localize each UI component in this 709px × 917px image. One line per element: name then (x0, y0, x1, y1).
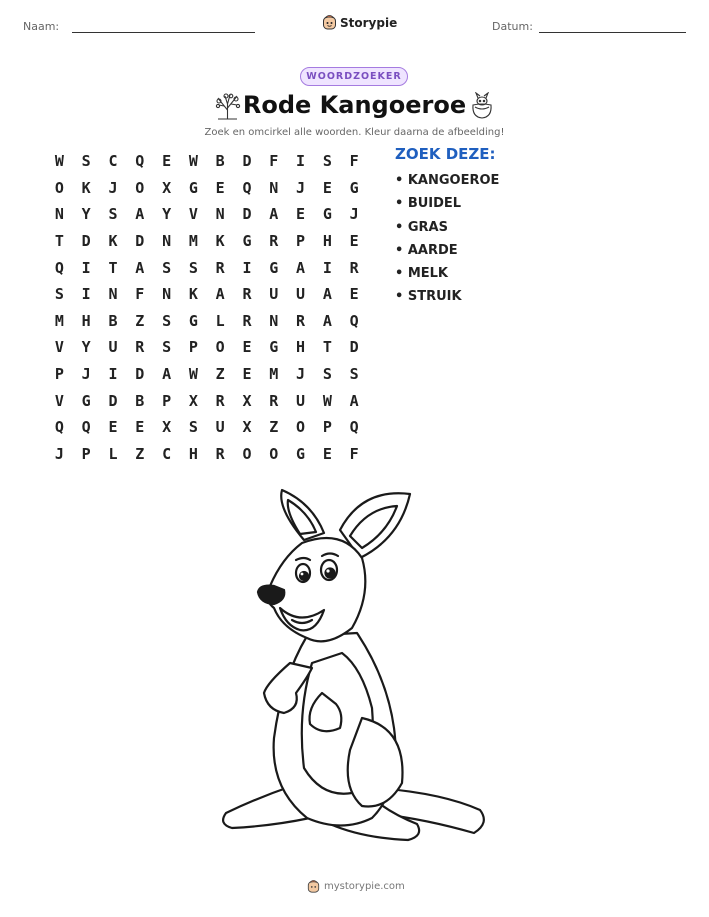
grid-letter[interactable]: I (296, 152, 306, 171)
grid-letter[interactable]: U (269, 285, 279, 304)
word-list-item: • MELK (395, 266, 449, 282)
grid-letter[interactable]: A (162, 365, 172, 384)
kangaroo-coloring-illustration[interactable] (212, 488, 492, 858)
grid-letter[interactable]: N (54, 205, 64, 224)
grid-letter[interactable]: A (322, 285, 332, 304)
grid-letter[interactable]: G (269, 258, 279, 277)
grid-letter[interactable]: P (322, 418, 332, 437)
grid-letter[interactable]: E (215, 178, 225, 197)
grid-letter[interactable]: E (242, 365, 252, 384)
grid-row (46, 414, 368, 441)
grid-row (46, 308, 368, 335)
grid-letter[interactable]: R (269, 391, 279, 410)
grid-letter[interactable]: Y (81, 338, 91, 357)
grid-letter[interactable]: Z (135, 444, 145, 463)
grid-row (46, 254, 368, 281)
grid-letter[interactable]: S (162, 311, 172, 330)
brand-name: Storypie (340, 15, 398, 30)
grid-letter[interactable]: E (162, 152, 172, 171)
grid-letter[interactable]: S (188, 418, 198, 437)
grid-letter[interactable]: A (322, 311, 332, 330)
grid-letter[interactable]: Q (54, 258, 64, 277)
grid-letter[interactable]: J (296, 178, 306, 197)
grid-letter[interactable]: D (349, 338, 359, 357)
grid-letter[interactable]: R (242, 311, 252, 330)
grid-letter[interactable]: A (349, 391, 359, 410)
kangaroo-in-pouch-icon (469, 92, 495, 120)
grid-letter[interactable]: E (349, 285, 359, 304)
grid-letter[interactable]: H (188, 444, 198, 463)
grid-letter[interactable]: A (269, 205, 279, 224)
grid-letter[interactable]: G (81, 391, 91, 410)
grid-letter[interactable]: D (135, 365, 145, 384)
grid-letter[interactable]: P (162, 391, 172, 410)
grid-letter[interactable]: U (215, 418, 225, 437)
grid-letter[interactable]: S (188, 258, 198, 277)
grid-letter[interactable]: P (188, 338, 198, 357)
grid-letter[interactable]: P (81, 444, 91, 463)
grid-letter[interactable]: I (81, 285, 91, 304)
grid-letter[interactable]: L (108, 444, 118, 463)
grid-letter[interactable]: G (269, 338, 279, 357)
grid-row (46, 201, 368, 228)
grid-letter[interactable]: H (81, 311, 91, 330)
grid-letter[interactable]: Q (54, 418, 64, 437)
storypie-logo-icon (322, 14, 337, 31)
grid-letter[interactable]: J (296, 365, 306, 384)
date-label: Datum: (492, 20, 533, 33)
grid-letter[interactable]: R (349, 258, 359, 277)
instructions: Zoek en omcirkel alle woorden. Kleur daarna de afbeelding! (204, 127, 505, 138)
grid-letter[interactable]: O (215, 338, 225, 357)
grid-row (46, 441, 368, 468)
grid-letter[interactable]: F (135, 285, 145, 304)
grid-letter[interactable]: E (242, 338, 252, 357)
grid-letter[interactable]: U (296, 285, 306, 304)
grid-letter[interactable]: G (242, 232, 252, 251)
grid-letter[interactable]: M (54, 311, 64, 330)
grid-letter[interactable]: S (108, 205, 118, 224)
grid-letter[interactable]: X (242, 391, 252, 410)
grid-letter[interactable]: V (188, 205, 198, 224)
grid-letter[interactable]: N (269, 311, 279, 330)
grid-letter[interactable]: C (162, 444, 172, 463)
grid-letter[interactable]: Z (215, 365, 225, 384)
grid-letter[interactable]: X (188, 391, 198, 410)
word-list (395, 171, 499, 311)
grid-letter[interactable]: O (135, 178, 145, 197)
grid-letter[interactable]: T (322, 338, 332, 357)
grid-letter[interactable]: A (135, 205, 145, 224)
grid-letter[interactable]: X (162, 178, 172, 197)
grid-letter[interactable]: I (108, 365, 118, 384)
grid-letter[interactable]: O (269, 444, 279, 463)
grid-letter[interactable]: M (269, 365, 279, 384)
grid-row (46, 228, 368, 255)
grid-letter[interactable]: C (108, 152, 118, 171)
grid-letter[interactable]: R (242, 285, 252, 304)
grid-letter[interactable]: K (215, 232, 225, 251)
word-list-item: • KANGOEROE (395, 173, 500, 188)
grid-letter[interactable]: G (296, 444, 306, 463)
grid-letter[interactable]: H (322, 232, 332, 251)
grid-letter[interactable]: E (349, 232, 359, 251)
grid-row (46, 334, 368, 361)
grid-letter[interactable]: A (296, 258, 306, 277)
grid-letter[interactable]: Q (81, 418, 91, 437)
grid-letter[interactable]: D (242, 152, 252, 171)
grid-letter[interactable]: Z (269, 418, 279, 437)
storypie-logo-icon (307, 879, 320, 894)
grid-row (46, 361, 368, 388)
grid-letter[interactable]: R (215, 444, 225, 463)
grid-letter[interactable]: Q (349, 311, 359, 330)
grid-letter[interactable]: J (81, 365, 91, 384)
grid-row (46, 175, 368, 202)
grid-letter[interactable]: I (242, 258, 252, 277)
grid-letter[interactable]: K (188, 285, 198, 304)
grid-letter[interactable]: P (54, 365, 64, 384)
grid-letter[interactable]: N (108, 285, 118, 304)
word-search-grid[interactable] (46, 148, 368, 467)
grid-letter[interactable]: D (108, 391, 118, 410)
grid-letter[interactable]: B (215, 152, 225, 171)
grid-letter[interactable]: M (188, 232, 198, 251)
word-list-item: • STRUIK (395, 289, 462, 305)
grid-letter[interactable]: K (81, 178, 91, 197)
grid-letter[interactable]: N (269, 178, 279, 197)
grid-letter[interactable]: I (81, 258, 91, 277)
grid-letter[interactable]: R (296, 311, 306, 330)
grid-letter[interactable]: R (215, 258, 225, 277)
page-title: Rode Kangoeroe (242, 91, 467, 119)
grid-letter[interactable]: T (108, 258, 118, 277)
grid-letter[interactable]: E (322, 444, 332, 463)
name-label: Naam: (23, 20, 60, 33)
grid-letter[interactable]: U (108, 338, 118, 357)
grid-letter[interactable]: D (81, 232, 91, 251)
grid-letter[interactable]: D (135, 232, 145, 251)
grid-letter[interactable]: Q (135, 152, 145, 171)
grid-letter[interactable]: T (54, 232, 64, 251)
word-list-item: • GRAS (395, 219, 448, 235)
grid-letter[interactable]: R (269, 232, 279, 251)
grid-letter[interactable]: S (322, 152, 332, 171)
grid-letter[interactable]: G (349, 178, 359, 197)
grid-letter[interactable]: S (54, 285, 64, 304)
grid-letter[interactable]: B (108, 311, 118, 330)
word-list-title: ZOEK DEZE: (395, 145, 496, 163)
grid-letter[interactable]: J (54, 444, 64, 463)
grid-letter[interactable]: E (135, 418, 145, 437)
grid-letter[interactable]: B (135, 391, 145, 410)
grid-letter[interactable]: N (215, 205, 225, 224)
footer (307, 879, 405, 894)
grid-letter[interactable]: O (242, 444, 252, 463)
grid-letter[interactable]: V (54, 391, 64, 410)
date-line[interactable] (539, 32, 686, 33)
grid-letter[interactable]: S (162, 258, 172, 277)
grid-letter[interactable]: E (322, 178, 332, 197)
grid-row (46, 387, 368, 414)
storypie-brand (322, 14, 397, 31)
grid-letter[interactable]: W (188, 365, 198, 384)
grid-letter[interactable]: W (322, 391, 332, 410)
grid-letter[interactable]: E (296, 205, 306, 224)
grid-letter[interactable]: U (296, 391, 306, 410)
grid-letter[interactable]: G (188, 311, 198, 330)
word-list-item: • BUIDEL (395, 196, 462, 212)
grid-letter[interactable]: A (135, 258, 145, 277)
grid-letter[interactable]: E (108, 418, 118, 437)
name-line[interactable] (72, 32, 255, 33)
grid-letter[interactable]: A (215, 285, 225, 304)
grid-letter[interactable]: F (349, 444, 359, 463)
grid-letter[interactable]: L (215, 311, 225, 330)
grid-letter[interactable]: J (349, 205, 359, 224)
grid-letter[interactable]: R (215, 391, 225, 410)
grid-letter[interactable]: Q (242, 178, 252, 197)
grid-letter[interactable]: X (242, 418, 252, 437)
grid-letter[interactable]: W (54, 152, 64, 171)
grid-letter[interactable]: O (54, 178, 64, 197)
grid-letter[interactable]: S (349, 365, 359, 384)
grid-letter[interactable]: H (296, 338, 306, 357)
grid-letter[interactable]: Z (135, 311, 145, 330)
grid-letter[interactable]: W (188, 152, 198, 171)
worksheet-type-badge: WOORDZOEKER (300, 67, 408, 86)
grid-row (46, 281, 368, 308)
grid-letter[interactable]: F (269, 152, 279, 171)
grid-letter[interactable]: S (162, 338, 172, 357)
grid-letter[interactable]: O (296, 418, 306, 437)
grid-row (46, 148, 368, 175)
grid-letter[interactable]: X (162, 418, 172, 437)
grid-letter[interactable]: K (108, 232, 118, 251)
grid-letter[interactable]: V (54, 338, 64, 357)
grid-letter[interactable]: N (162, 232, 172, 251)
grid-letter[interactable]: R (135, 338, 145, 357)
grid-letter[interactable]: Y (162, 205, 172, 224)
grid-letter[interactable]: G (322, 205, 332, 224)
word-list-item: • AARDE (395, 242, 458, 258)
grid-letter[interactable]: P (296, 232, 306, 251)
grid-letter[interactable]: Y (81, 205, 91, 224)
grid-letter[interactable]: S (322, 365, 332, 384)
grid-letter[interactable]: Q (349, 418, 359, 437)
grid-letter[interactable]: S (81, 152, 91, 171)
grid-letter[interactable]: G (188, 178, 198, 197)
grid-letter[interactable]: J (108, 178, 118, 197)
grid-letter[interactable]: D (242, 205, 252, 224)
grid-letter[interactable]: N (162, 285, 172, 304)
grid-letter[interactable]: F (349, 152, 359, 171)
grid-letter[interactable]: I (322, 258, 332, 277)
footer-url[interactable]: mystorypie.com (324, 881, 405, 892)
